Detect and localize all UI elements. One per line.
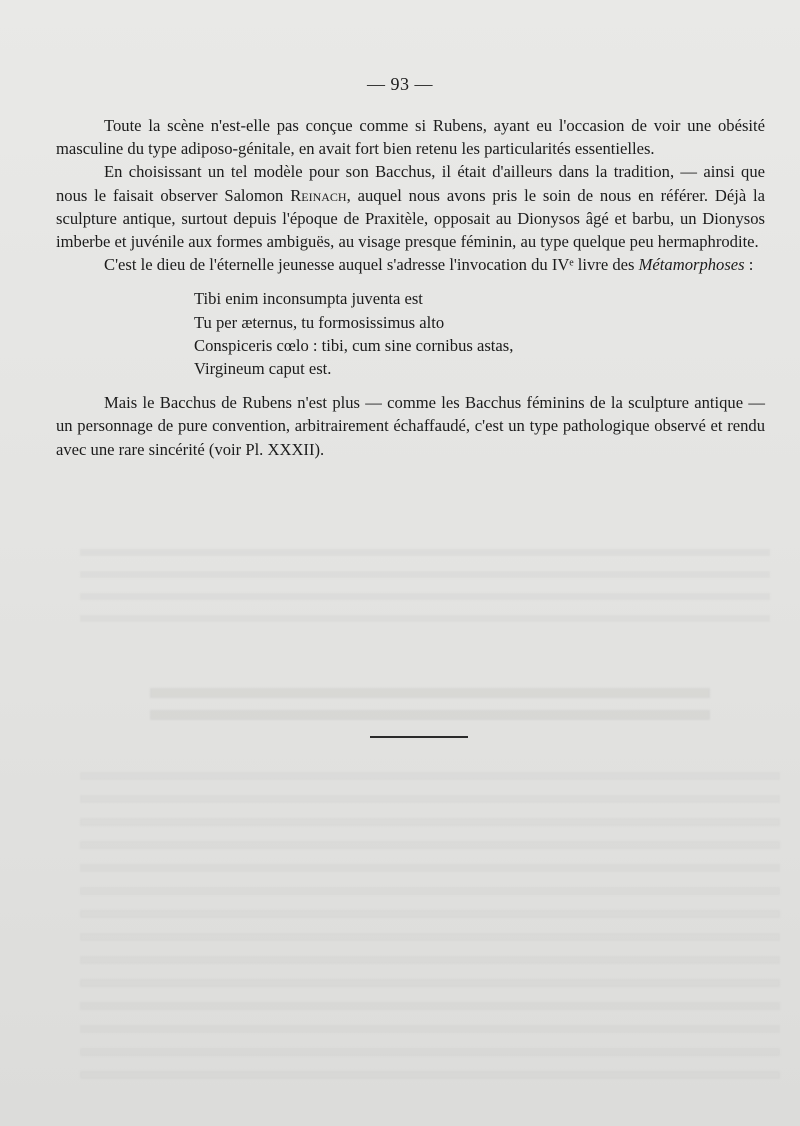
verse-line: Tibi enim inconsumpta juventa est	[194, 289, 423, 309]
paragraph-3-end: :	[744, 255, 754, 275]
body-text	[56, 114, 765, 461]
book-title: Métamorphoses	[638, 255, 745, 275]
paragraph-1: Toute la scène n'est-elle pas conçue comme si Rubens, ayant eu l'occasion de voir une obésité masculine du type adiposo-génitale, en avait fort bien retenu les particularités essentielles.	[56, 116, 765, 159]
verse-line: Tu per æternus, tu formosissimus alto	[194, 312, 445, 332]
paragraph-2-start: En choisissant un tel modèle pour son Bacchus, il était d'ailleurs dans la tradition, — ainsi que nous le faisait observer Salomon	[56, 162, 765, 205]
section-rule	[370, 736, 468, 738]
paragraph-3	[56, 253, 765, 276]
paragraph-2	[56, 160, 765, 253]
bleed-through-text-lower	[80, 764, 780, 1094]
verse-line: Virgineum caput est.	[194, 359, 332, 379]
paragraph-3-start: C'est le dieu de l'éternelle jeunesse auquel s'adresse l'invocation du IVᵉ livre des	[104, 255, 639, 275]
author-name: Reinach	[290, 185, 347, 205]
closing-paragraph: Mais le Bacchus de Rubens n'est plus — comme les Bacchus féminins de la sculpture antique — un personnage de pure convention, arbitrairement échaffaudé, c'est un type pathologique observé et rendu avec une rare sincérité (voir Pl. XXXII).	[56, 393, 765, 459]
verse-line: Conspiceris cœlo : tibi, cum sine cornibus astas,	[194, 335, 514, 355]
page-number: — 93 —	[367, 74, 433, 94]
paragraph-2-end: , auquel nous avons pris le soin de nous en référer. Déjà la sculpture antique, surtout depuis l'époque de Praxitèle, opposait au Dionysos âgé et barbu, un Dionysos imberbe et juvénile aux formes ambiguës, au visage presque féminin, au type quelque peu hermaphrodite.	[56, 185, 765, 252]
bleed-through-heading	[150, 684, 710, 724]
latin-verse	[194, 287, 765, 380]
bleed-through-text	[80, 540, 770, 630]
